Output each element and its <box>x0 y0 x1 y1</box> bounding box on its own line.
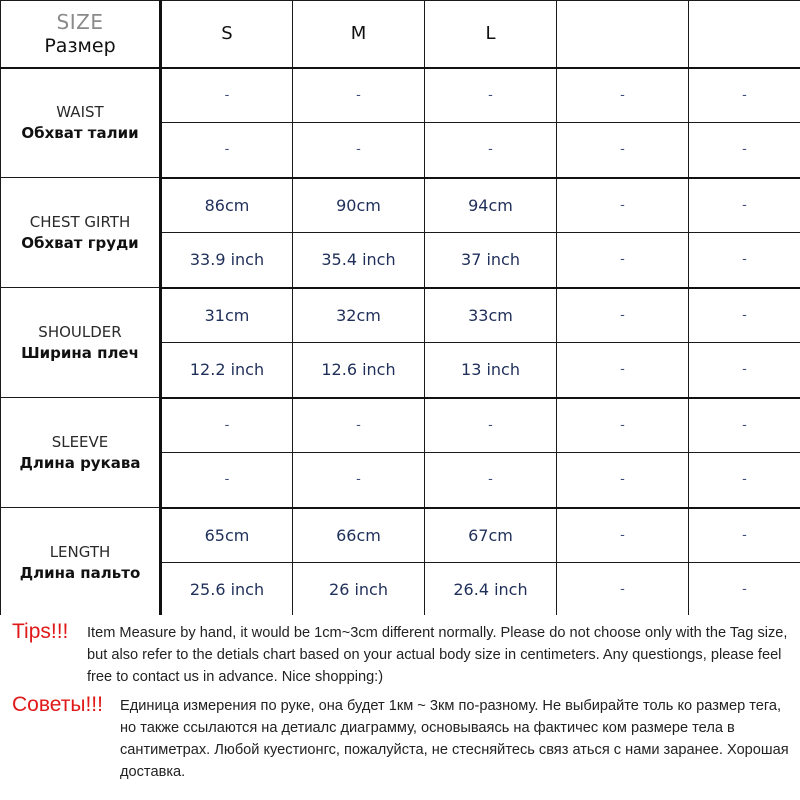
measurement-value-cell: - <box>161 68 293 123</box>
header-row <box>1 1 800 68</box>
measurement-label-en: SHOULDER <box>38 322 122 341</box>
measurement-value-cell: 67cm <box>425 508 557 563</box>
measurement-value-cell: - <box>161 453 293 508</box>
tips-title-en: Tips!!! <box>12 620 69 643</box>
measurement-value-cell: - <box>557 398 689 453</box>
measurement-value-cell: 26 inch <box>293 563 425 618</box>
measurement-value-cell: - <box>557 68 689 123</box>
size-column-s: S <box>161 1 293 68</box>
tips-section <box>0 615 800 800</box>
measurement-value-cell: 35.4 inch <box>293 233 425 288</box>
measurement-value-cell: 13 inch <box>425 343 557 398</box>
measurement-value-cell: 86cm <box>161 178 293 233</box>
measurement-label-cell <box>1 288 161 398</box>
measurement-value-cell: 94cm <box>425 178 557 233</box>
measurement-value-cell: - <box>293 453 425 508</box>
measurement-value-cell: - <box>293 68 425 123</box>
measurement-value-cell: - <box>689 453 800 508</box>
table-row <box>1 398 800 453</box>
tips-text-ru: Единица измерения по руке, она будет 1км ~ 3км по-разному. Не выбирайте толь ко размер тега, но также ссылаются на детиалс диаграмму, основываясь на фактичес ком размере тела в сантиметрах. Любой куестионгс, пожалуйста, не стесняйтесь связ аться с нами заранее. Хорошая доставка. <box>120 698 789 780</box>
table-row <box>1 508 800 563</box>
measurement-value-cell: - <box>557 178 689 233</box>
measurement-value-cell: 66cm <box>293 508 425 563</box>
measurement-value-cell: - <box>293 398 425 453</box>
measurement-value-cell: - <box>425 68 557 123</box>
measurement-label-ru: Обхват груди <box>21 233 139 252</box>
measurement-label-cell <box>1 178 161 288</box>
measurement-value-cell: - <box>293 123 425 178</box>
measurement-label-cell <box>1 68 161 178</box>
measurement-value-cell: - <box>689 508 800 563</box>
measurement-value-cell: 32cm <box>293 288 425 343</box>
measurement-value-cell: - <box>689 123 800 178</box>
measurement-label-en: WAIST <box>56 102 104 121</box>
measurement-value-cell: - <box>689 398 800 453</box>
measurement-value-cell: 26.4 inch <box>425 563 557 618</box>
measurement-value-cell: 33cm <box>425 288 557 343</box>
measurement-value-cell: 90cm <box>293 178 425 233</box>
measurement-label-en: CHEST GIRTH <box>29 212 131 231</box>
size-column-empty-4 <box>557 1 689 68</box>
measurement-value-cell: - <box>689 233 800 288</box>
measurement-value-cell: 65cm <box>161 508 293 563</box>
measurement-value-cell: 33.9 inch <box>161 233 293 288</box>
measurement-value-cell: - <box>557 453 689 508</box>
table-row <box>1 178 800 233</box>
measurement-label-ru: Обхват талии <box>21 123 139 142</box>
size-title-ru: Размер <box>44 34 116 57</box>
measurement-value-cell: - <box>557 343 689 398</box>
measurement-value-cell: - <box>161 398 293 453</box>
measurement-value-cell: - <box>557 288 689 343</box>
measurement-value-cell: - <box>689 563 800 618</box>
size-column-l: L <box>425 1 557 68</box>
measurement-label-cell <box>1 398 161 508</box>
measurement-value-cell: - <box>425 123 557 178</box>
tips-title-ru: Советы!!! <box>12 693 103 716</box>
measurement-value-cell: 37 inch <box>425 233 557 288</box>
size-header-cell <box>1 1 161 68</box>
measurement-value-cell: - <box>557 123 689 178</box>
measurement-value-cell: - <box>161 123 293 178</box>
size-column-m: M <box>293 1 425 68</box>
measurement-value-cell: - <box>557 233 689 288</box>
size-column-empty-5 <box>689 1 800 68</box>
table-row <box>1 68 800 123</box>
measurement-value-cell: 12.6 inch <box>293 343 425 398</box>
measurement-value-cell: - <box>689 288 800 343</box>
measurement-value-cell: - <box>557 563 689 618</box>
measurement-value-cell: - <box>689 343 800 398</box>
measurement-label-cell <box>1 508 161 618</box>
measurement-label-ru: Ширина плеч <box>21 343 139 362</box>
measurement-label-en: LENGTH <box>49 542 111 561</box>
measurement-label-en: SLEEVE <box>51 432 109 451</box>
measurement-value-cell: - <box>425 398 557 453</box>
tips-text-en: Item Measure by hand, it would be 1cm~3cm different normally. Please do not choose only with the Tag size, but also refer to the detials chart based on your actual body size in centimeters. Any questiongs, please feel free to contact us in advance. Nice shopping:) <box>87 625 788 685</box>
measurement-value-cell: 25.6 inch <box>161 563 293 618</box>
measurement-label-ru: Длина рукава <box>19 453 141 472</box>
table-row <box>1 288 800 343</box>
measurement-value-cell: - <box>425 453 557 508</box>
measurement-label-ru: Длина пальто <box>19 563 141 582</box>
measurement-value-cell: 31cm <box>161 288 293 343</box>
measurement-value-cell: - <box>689 178 800 233</box>
size-title-en: SIZE <box>56 9 104 34</box>
measurement-value-cell: - <box>689 68 800 123</box>
measurement-value-cell: 12.2 inch <box>161 343 293 398</box>
measurement-value-cell: - <box>557 508 689 563</box>
